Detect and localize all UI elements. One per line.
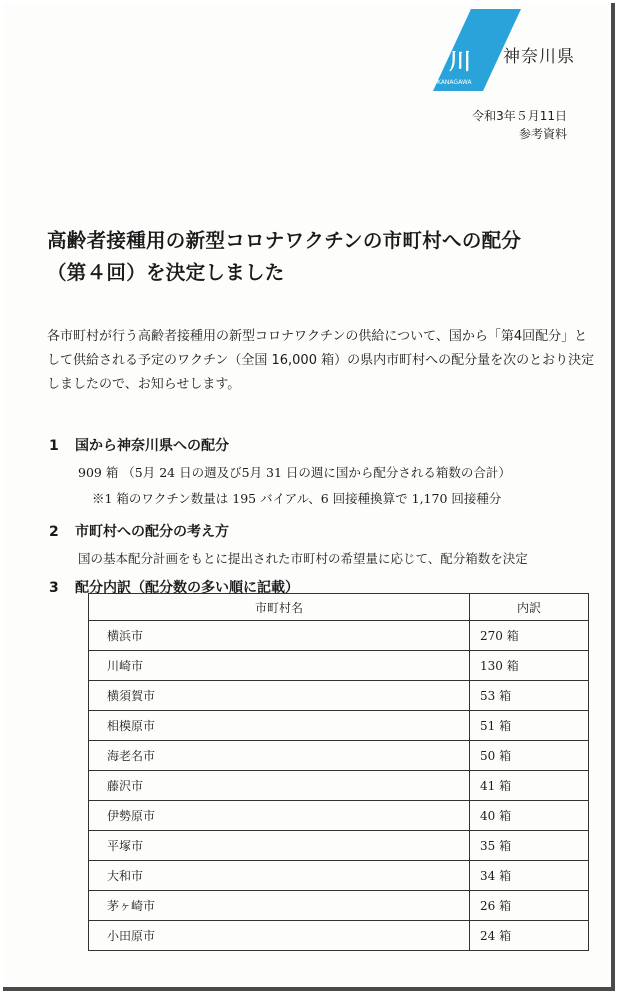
section-1-note: ※1 箱のワクチン数量は 195 バイアル、6 回接種換算で 1,170 回接種分 <box>92 491 502 506</box>
table-row <box>89 831 589 861</box>
svg-text:KANAGAWA: KANAGAWA <box>437 79 472 86</box>
col-header-breakdown: 内訳 <box>470 594 589 621</box>
municipality-name: 川崎市 <box>89 651 470 681</box>
municipality-name: 小田原市 <box>89 921 470 951</box>
municipality-name: 相模原市 <box>89 711 470 741</box>
allocation-table <box>88 593 589 951</box>
box-count: 51 箱 <box>470 711 589 741</box>
box-count: 26 箱 <box>470 891 589 921</box>
document-type: 参考資料 <box>518 127 567 141</box>
table-row <box>89 801 589 831</box>
municipality-name: 伊勢原市 <box>89 801 470 831</box>
table-row <box>89 861 589 891</box>
box-count: 35 箱 <box>470 831 589 861</box>
document-date: 令和3年５月11日 <box>472 109 567 123</box>
table-row <box>89 921 589 951</box>
box-count: 34 箱 <box>470 861 589 891</box>
box-count: 40 箱 <box>470 801 589 831</box>
box-count: 53 箱 <box>470 681 589 711</box>
svg-text:川: 川 <box>449 49 472 75</box>
table-header-row <box>89 594 589 621</box>
document-page <box>3 3 615 991</box>
municipality-name: 海老名市 <box>89 741 470 771</box>
box-count: 41 箱 <box>470 771 589 801</box>
box-count: 50 箱 <box>470 741 589 771</box>
title-line-1: 高齢者接種用の新型コロナワクチンの市町村への配分 <box>47 229 522 252</box>
table-row <box>89 891 589 921</box>
section-2-body: 国の基本配分計画をもとに提出された市町村の希望量に応じて、配分箱数を決定 <box>78 551 528 566</box>
box-count: 130 箱 <box>470 651 589 681</box>
section-1-body: 909 箱 （5月 24 日の週及び5月 31 日の週に国から配分される箱数の合計） <box>78 465 511 480</box>
box-count: 24 箱 <box>470 921 589 951</box>
intro-paragraph: 各市町村が行う高齢者接種用の新型コロナワクチンの供給について、国から「第4回配分」として供給される予定のワクチン（全国 16,000 箱）の県内市町村への配分量を次のとおり決定しましたので、お知らせします。 <box>47 329 595 392</box>
table-row <box>89 651 589 681</box>
table-row <box>89 711 589 741</box>
section-1-heading: 1 国から神奈川県への配分 <box>49 438 229 454</box>
municipality-name: 平塚市 <box>89 831 470 861</box>
org-name: 神奈川県 <box>503 47 575 67</box>
table-row <box>89 621 589 651</box>
section-3-heading: 3 配分内訳（配分数の多い順に記載） <box>49 580 299 596</box>
box-count: 270 箱 <box>470 621 589 651</box>
title-line-2: （第４回）を決定しました <box>47 261 285 284</box>
municipality-name: 藤沢市 <box>89 771 470 801</box>
municipality-name: 横浜市 <box>89 621 470 651</box>
section-2-heading: 2 市町村への配分の考え方 <box>49 524 229 540</box>
document-title <box>47 225 607 289</box>
table-row <box>89 681 589 711</box>
municipality-name: 大和市 <box>89 861 470 891</box>
municipality-name: 茅ヶ崎市 <box>89 891 470 921</box>
table-row <box>89 771 589 801</box>
col-header-municipality: 市町村名 <box>89 594 470 621</box>
municipality-name: 横須賀市 <box>89 681 470 711</box>
table-row <box>89 741 589 771</box>
